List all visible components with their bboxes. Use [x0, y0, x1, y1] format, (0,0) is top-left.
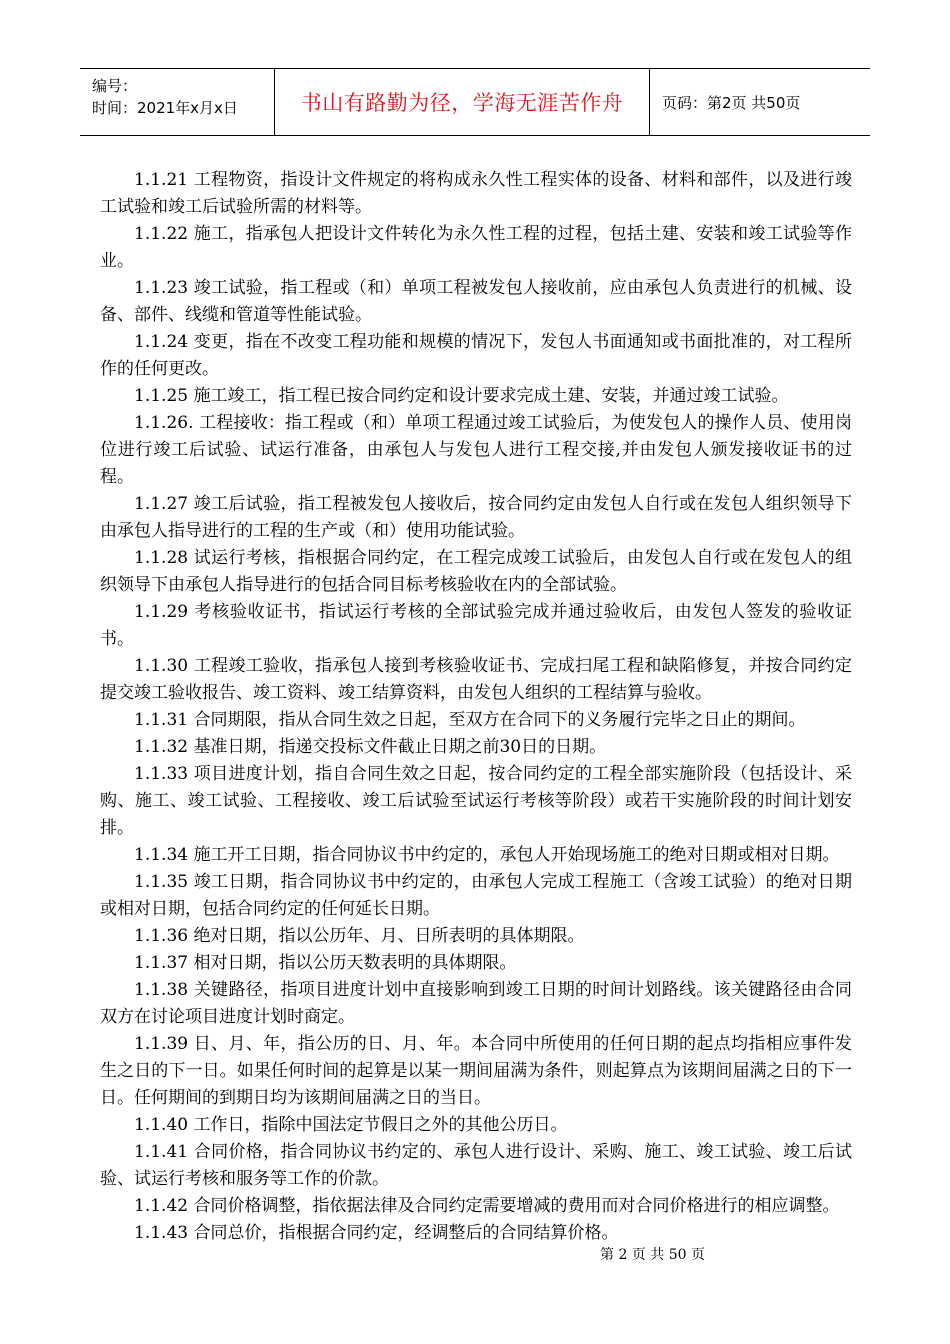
header-meta [80, 69, 275, 135]
clause-1-1-21: 1.1.21 工程物资，指设计文件规定的将构成永久性工程实体的设备、材料和部件，以及进行竣工试验和竣工后试验所需的材料等。 [100, 170, 852, 217]
clause-1-1-42: 1.1.42 合同价格调整，指依据法律及合同约定需要增减的费用而对合同价格进行的相应调整。 [134, 1196, 840, 1216]
clause-1-1-23: 1.1.23 竣工试验，指工程或（和）单项工程被发包人接收前，应由承包人负责进行的机械、设备、部件、线缆和管道等性能试验。 [100, 278, 852, 325]
clause-1-1-31: 1.1.31 合同期限，指从合同生效之日起，至双方在合同下的义务履行完毕之日止的期间。 [134, 710, 806, 730]
clause-1-1-40: 1.1.40 工作日，指除中国法定节假日之外的其他公历日。 [134, 1115, 568, 1135]
clause-1-1-32: 1.1.32 基准日期，指递交投标文件截止日期之前30日的日期。 [134, 737, 607, 757]
clause-1-1-37: 1.1.37 相对日期，指以公历天数表明的具体期限。 [134, 953, 517, 973]
clause-1-1-28: 1.1.28 试运行考核，指根据合同约定，在工程完成竣工试验后，由发包人自行或在发包人的组织领导下由承包人指导进行的包括合同目标考核验收在内的全部试验。 [100, 548, 852, 595]
clause-1-1-35: 1.1.35 竣工日期，指合同协议书中约定的，由承包人完成工程施工（含竣工试验）的绝对日期或相对日期，包括合同约定的任何延长日期。 [100, 872, 852, 919]
header-page-info: 页码：第2页 共50页 [662, 93, 801, 112]
clause-1-1-27: 1.1.27 竣工后试验，指工程被发包人接收后，按合同约定由发包人自行或在发包人组织领导下由承包人指导进行的工程的生产或（和）使用功能试验。 [100, 494, 852, 541]
document-body [100, 167, 852, 1247]
clause-1-1-30: 1.1.30 工程竣工验收，指承包人接到考核验收证书、完成扫尾工程和缺陷修复，并按合同约定提交竣工验收报告、竣工资料、竣工结算资料，由发包人组织的工程结算与验收。 [100, 656, 852, 703]
clause-1-1-29: 1.1.29 考核验收证书，指试运行考核的全部试验完成并通过验收后，由发包人签发的验收证书。 [100, 602, 852, 649]
clause-1-1-22: 1.1.22 施工，指承包人把设计文件转化为永久性工程的过程，包括土建、安装和竣工试验等作业。 [100, 224, 852, 271]
clause-1-1-38: 1.1.38 关键路径，指项目进度计划中直接影响到竣工日期的时间计划路线。该关键路径由合同双方在讨论项目进度计划时商定。 [100, 980, 852, 1027]
clause-1-1-36: 1.1.36 绝对日期，指以公历年、月、日所表明的具体期限。 [134, 926, 585, 946]
clause-1-1-34: 1.1.34 施工开工日期，指合同协议书中约定的，承包人开始现场施工的绝对日期或相对日期。 [134, 845, 840, 865]
clause-1-1-33: 1.1.33 项目进度计划，指自合同生效之日起，按合同约定的工程全部实施阶段（包括设计、采购、施工、竣工试验、工程接收、竣工后试验至试运行考核等阶段）或若干实施阶段的时间计划安排。 [100, 764, 852, 838]
clause-1-1-24: 1.1.24 变更，指在不改变工程功能和规模的情况下，发包人书面通知或书面批准的，对工程所作的任何更改。 [100, 332, 852, 379]
document-time-label: 时间：2021年x月x日 [92, 99, 238, 117]
page-footer: 第 2 页 共 50 页 [600, 1247, 705, 1263]
page-header [80, 68, 870, 136]
header-motto: 书山有路勤为径，学海无涯苦作舟 [275, 69, 650, 135]
clause-1-1-26: 1.1.26. 工程接收：指工程或（和）单项工程通过竣工试验后，为使发包人的操作人员、使用岗位进行竣工后试验、试运行准备，由承包人与发包人进行工程交接,并由发包人颁发接收证书的过程。 [100, 413, 852, 487]
document-number-label: 编号： [92, 77, 138, 95]
clause-1-1-25: 1.1.25 施工竣工，指工程已按合同约定和设计要求完成土建、安装，并通过竣工试验。 [134, 386, 789, 406]
clause-1-1-41: 1.1.41 合同价格，指合同协议书约定的、承包人进行设计、采购、施工、竣工试验、竣工后试验、试运行考核和服务等工作的价款。 [100, 1142, 852, 1189]
clause-1-1-43: 1.1.43 合同总价，指根据合同约定，经调整后的合同结算价格。 [134, 1223, 619, 1243]
clause-1-1-39: 1.1.39 日、月、年，指公历的日、月、年。本合同中所使用的任何日期的起点均指相应事件发生之日的下一日。如果任何时间的起算是以某一期间届满为条件，则起算点为该期间届满之日的下一日。任何期间的到期日均为该期间届满之日的当日。 [100, 1034, 852, 1108]
